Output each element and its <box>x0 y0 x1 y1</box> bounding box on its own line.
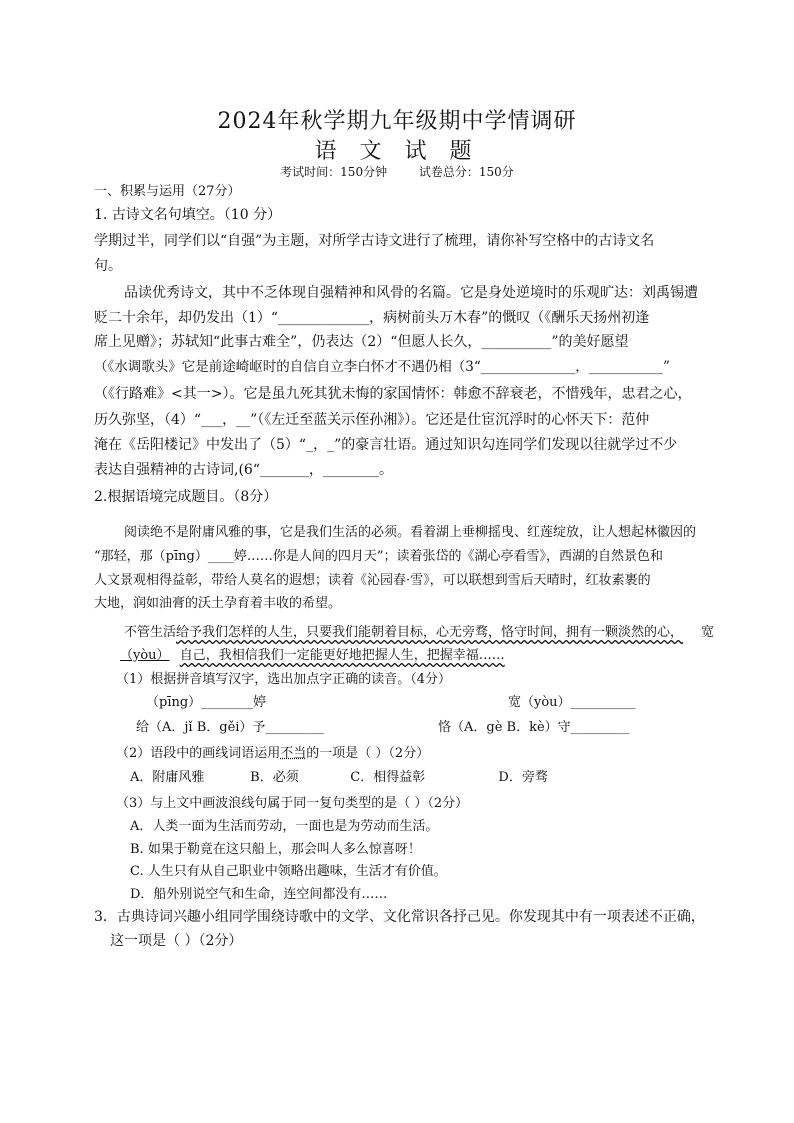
q2-1-blank-ping: （pīng）________婷 <box>146 695 267 710</box>
q2-3-option-b: B. 如果于勒竟在这只船上，那会叫人多么惊喜呀！ <box>130 842 421 857</box>
q2-passage-line5 <box>124 621 715 640</box>
q2-2-option-a: A．附庸风雅 <box>130 770 205 785</box>
q2-2-option-c: C．相得益彰 <box>350 770 426 785</box>
q2-3-option-a: A．人类一面为生活而劳动，一面也是为劳动而生活。 <box>130 819 439 834</box>
q3-line1: 3．古典诗词兴趣小组同学围绕诗歌中的文学、文化常识各抒己见。你发现其中有一项表述不正确， <box>94 909 705 925</box>
q2-wavy-sentence-part1: 给予我们怎样的人生，只要我们能朝着目标，心无旁骛，恪守时间，拥有一颗淡然的心， <box>176 625 684 640</box>
q2-passage-line1: 阅读绝不是附庸风雅的事，它是我们生活的必须。看着湖上垂柳摇曳、红莲绽放，让人想起林徽因的 <box>124 525 697 540</box>
q2-pinyin-you: （yòu） <box>120 648 170 663</box>
q2-wavy-sentence-part2: 自己，我相信我们一定能更好地把握人生，把握幸福…… <box>179 648 505 663</box>
q2-1-choice-ji: 给（A．jǐ B．gěi）予_________ <box>136 720 324 735</box>
q1-heading: 1. 古诗文名句填空。（10 分） <box>94 207 282 223</box>
section-heading: 一、积累与运用（27分） <box>94 184 241 199</box>
q3-line2: 这一项是（ ）（2分） <box>110 933 243 949</box>
exam-time: 考试时间：150分钟 <box>280 165 388 179</box>
q1-passage-line5: （《行路难》<其一>）。它是虽九死其犹未悔的家国情怀：韩愈不辞衰老，不惜残年，忠君之心， <box>94 386 692 402</box>
q2-1-choice-ke: 恪（A．gè B．kè）守_________ <box>438 720 630 735</box>
q2-line5-end: 宽 <box>701 625 715 640</box>
q1-passage-line4: （《水调歌头》它是前途崎岖时的自信自立李白怀才不遇仍相（3“______________，___________” <box>94 359 670 375</box>
q2-1-prompt: （1）根据拼音填写汉字，选出加点字正确的读音。（4分） <box>116 672 452 687</box>
q1-passage-line7: 淹在《岳阳楼记》中发出了（5）“_，_”的豪言壮语。通过知识勾连同学们发现以往就学过不少 <box>94 437 678 453</box>
q2-3-option-c: C. 人生只有从自己职业中领略出趣味，生活才有价值。 <box>130 864 447 879</box>
q2-3-prompt: （3）与上文中画波浪线句属于同一复句类型的是（ ）（2分） <box>116 796 469 811</box>
q2-2-option-b: B．必须 <box>250 770 299 785</box>
q2-3-option-d: D．船外别说空气和生命，连空间都没有…… <box>130 887 388 902</box>
q2-2-prompt-text: （2）语段中的画线词语运用 <box>116 746 281 761</box>
q1-intro-line1: 学期过半，同学们以“自强”为主题，对所学古诗文进行了梳理，请你补写空格中的古诗文名 <box>94 233 655 249</box>
exam-meta <box>0 163 794 180</box>
exam-subject: 语 文 试 题 <box>314 139 480 164</box>
q2-2-emphasis: 不当 <box>280 746 307 761</box>
q1-intro-line2: 句。 <box>94 258 122 274</box>
q2-2-prompt-tail: 的一项是（ ）（2分） <box>306 746 430 761</box>
q2-2-options <box>130 766 690 785</box>
q1-passage-line1: 品读优秀诗文，其中不乏体现自强精神和风骨的名篇。它是身处逆境时的乐观旷达：刘禹锡遭 <box>124 285 698 301</box>
q2-line5-start: 不管生活 <box>124 625 177 640</box>
q2-passage-line4: 大地，润如油膏的沃土孕育着丰收的希望。 <box>94 596 342 611</box>
exam-title: 2024年秋学期九年级期中学情调研 <box>217 109 577 134</box>
q1-passage-line8: 表达自强精神的古诗词,(6“_______，________。 <box>94 462 393 478</box>
q1-passage-line2: 贬二十余年，却仍发出（1）“_____________，病树前头万木春”的慨叹（《酬乐天扬州初逢 <box>94 310 650 326</box>
q2-1-blank-you: 宽（yòu）__________ <box>508 695 636 710</box>
q2-passage-line6 <box>120 644 736 663</box>
q2-heading: 2.根据语境完成题目。（8分） <box>94 489 278 505</box>
q2-2-option-d: D．旁骛 <box>498 770 548 785</box>
q1-passage-line3: 席上见赠》；苏轼知“此事古难全”，仍表达（2）“但愿人长久，__________”的美好愿望 <box>94 334 629 350</box>
q2-2-prompt <box>116 742 732 761</box>
q2-passage-line3: 人文景观相得益彰，带给人莫名的遐想；读着《沁园春·雪》，可以联想到雪后天晴时，红妆素裹的 <box>94 573 651 588</box>
total-score: 试卷总分：150分 <box>418 165 514 179</box>
q1-passage-line6: 历久弥坚，（4）“___，__”（《左迁至蓝关示侄孙湘》）。它还是仕宦沉浮时的心怀天下：范仲 <box>94 412 650 428</box>
q2-passage-line2: “那轻，那（pīng）____婷……你是人间的四月天”；读着张岱的《湖心亭看雪》，西湖的自然景色和 <box>94 549 663 564</box>
